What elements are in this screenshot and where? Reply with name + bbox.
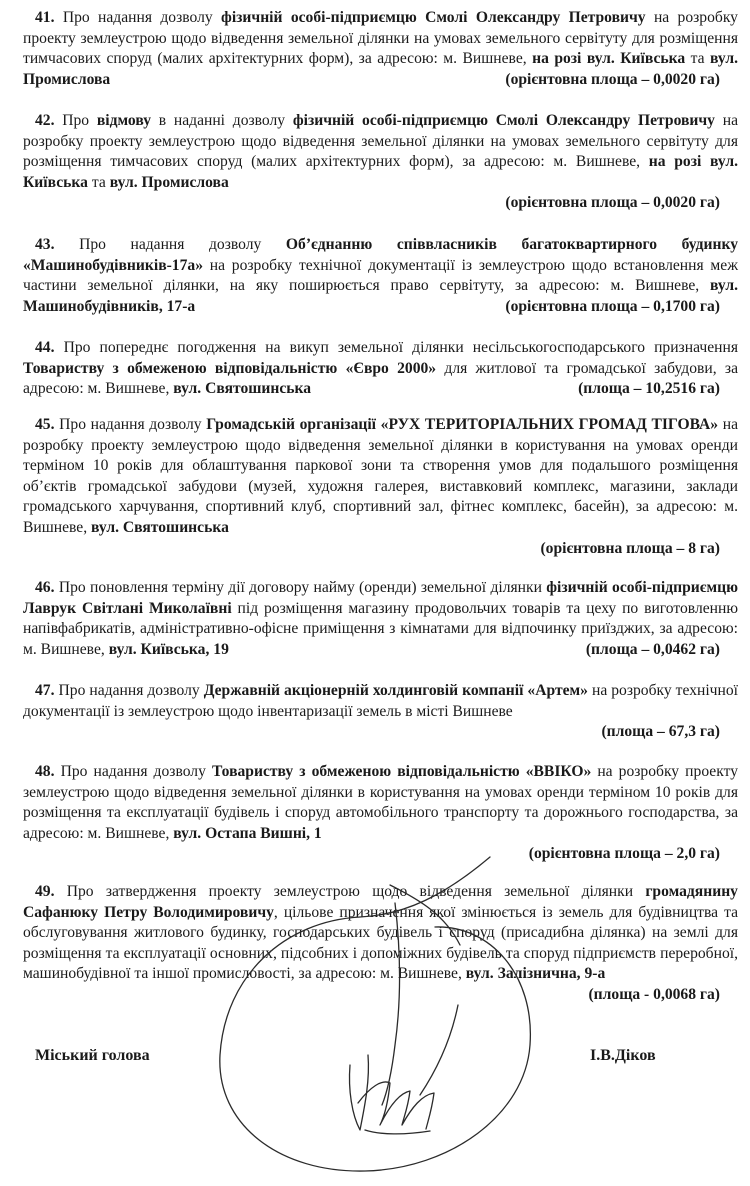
- address: вул. Київська, 19: [108, 640, 229, 658]
- handwritten-signature: [190, 855, 550, 1180]
- applicant-name: фізичній особі-підприємцю Лаврук Світлані Миколаївні: [23, 579, 738, 617]
- list-item: [23, 578, 738, 660]
- address: вул. Остапа Вишні, 1: [173, 824, 322, 842]
- item-text: під розміщення магазину продовольчих товарів та цеху по виготовленню напівфабрикатів, адміністративно-офісне приміщення з кімнатами для відпочинку приїзджих, за адресою: м. Вишневе,: [23, 599, 738, 658]
- item-text: Про затвердження проекту землеустрою щодо відведення земельної ділянки: [66, 883, 634, 900]
- applicant-name: фізичній особі-підприємцю Смолі Олександру Петровичу: [221, 9, 646, 26]
- item-text: Про: [62, 112, 90, 129]
- item-number: 46.: [35, 579, 55, 596]
- item-text: на розробку проекту землеустрою щодо відведення земельної ділянки на умовах земельного сервітуту для розміщення тимчасових споруд (малих архітектурних форм), за адресою: м. Вишневе,: [23, 112, 739, 171]
- item-text: на розробку проекту землеустрою щодо відведення земельної ділянки на умовах земельного сервітуту для розміщення тимчасових споруд (малих архітектурних форм), за адресою: м. Вишневе,: [23, 9, 738, 68]
- address: вул. Промислова: [109, 173, 229, 191]
- item-text: на розробку проекту землеустрою щодо відведення земельної ділянки в користування на умовах оренди терміном 10 років для облаштування паркової зони та створення умов для подальшого розміщення об’єктів громадської забудови (музей, художня галерея, виставковий комплекс, магазини, заклади громадського харчування, спортивний клуб, спортивний зал, фітнес комплекс, басейн), за адресою: м. Вишневе,: [23, 416, 738, 536]
- item-text: на розробку технічної документації із землеустрою щодо встановлення меж частини земельної ділянки, на яку поширюється право сервітуту, за адресою: м. Вишневе,: [23, 256, 738, 295]
- item-text: Про надання дозволу: [59, 416, 202, 433]
- address: вул. Промислова: [23, 50, 738, 88]
- address: на розі вул. Київська: [23, 153, 738, 191]
- signature-name: І.В.Діков: [590, 1047, 656, 1064]
- item-text: на розробку технічної документації із землеустрою щодо інвентаризації земель в місті Вишневе: [23, 682, 739, 720]
- area-value: (орієнтовна площа – 8 га): [540, 539, 720, 557]
- item-text: на розробку проекту землеустрою щодо відведення земельної ділянки в користування на умовах оренди терміном 10 років для розміщення та експлуатації будівель і споруд автомобільного транспорту та дорожнього господарства, за адресою: м. Вишневе,: [23, 763, 738, 842]
- item-text: , цільове призначення якої змінюється із земель для будівництва та обслуговування житлового будинку, господарських будівель і споруд (присадибна ділянка) на землі для розміщення та експлуатації основних, підсобних і допоміжних будівель та споруд підприємств переробної, машинобудівної та іншої промисловості, за адресою: м. Вишневе,: [23, 903, 738, 983]
- applicant-name: Об’єднанню співвласників багатоквартирного будинку «Машинобудівників-17а»: [23, 236, 739, 274]
- address: на розі вул. Київська: [532, 50, 686, 68]
- item-number: 47.: [35, 682, 55, 699]
- area-value: (орієнтовна площа – 0,0020 га): [505, 194, 720, 212]
- item-text: для житлової та громадської забудови, за адресою: м. Вишневе,: [23, 359, 738, 398]
- applicant-name: громадянину Сафанюку Петру Володимировичу: [23, 883, 738, 921]
- applicant-name: Державній акціонерній холдинговій компанії «Артем»: [203, 682, 588, 699]
- area-value: (площа – 10,2516 га): [578, 380, 720, 398]
- item-text: та: [690, 50, 705, 68]
- list-item: [23, 762, 738, 865]
- item-number: 42.: [35, 112, 55, 129]
- refusal-word: відмову: [96, 112, 152, 129]
- item-number: 45.: [35, 416, 55, 433]
- item-text: в наданні дозволу: [158, 112, 286, 129]
- address: вул. Святошинська: [173, 380, 312, 398]
- item-text: Про надання дозволу: [60, 763, 206, 780]
- area-value: (площа – 67,3 га): [601, 723, 720, 741]
- list-item: [23, 681, 738, 743]
- signature-position: Міський голова: [35, 1047, 150, 1064]
- applicant-name: Товариству з обмеженою відповідальністю «ВВІКО»: [211, 763, 592, 780]
- address: вул. Святошинська: [91, 518, 229, 536]
- list-item: [23, 338, 738, 400]
- item-text: Про надання дозволу: [79, 236, 262, 253]
- item-number: 44.: [35, 339, 55, 356]
- item-number: 43.: [35, 236, 55, 253]
- item-text: Про поновлення терміну дії договору найму (оренди) земельної ділянки: [58, 579, 542, 596]
- item-text: та: [91, 173, 106, 191]
- area-value: (орієнтовна площа – 2,0 га): [528, 845, 720, 863]
- item-text: Про надання дозволу: [62, 9, 213, 26]
- list-item: [23, 111, 738, 214]
- list-item: [23, 415, 738, 559]
- item-text: Про попереднє погодження на викуп земельної ділянки несільськогосподарського призначення: [63, 339, 738, 356]
- item-number: 48.: [35, 763, 55, 780]
- area-value: (площа - 0,0068 га): [588, 985, 720, 1003]
- list-item: [23, 235, 738, 317]
- address: вул. Машинобудівників, 17-а: [23, 277, 738, 315]
- item-number: 41.: [35, 9, 55, 26]
- area-value: (орієнтовна площа – 0,1700 га): [505, 297, 720, 315]
- address: вул. Залізнична, 9-а: [465, 965, 606, 983]
- list-item: [23, 8, 738, 90]
- item-number: 49.: [35, 883, 55, 900]
- area-value: (орієнтовна площа – 0,0020 га): [505, 70, 720, 88]
- item-text: Про надання дозволу: [58, 682, 200, 699]
- applicant-name: фізичній особі-підприємцю Смолі Олександру Петровичу: [292, 112, 715, 129]
- applicant-name: Громадській організації «РУХ ТЕРИТОРІАЛЬНИХ ГРОМАД ТІГОВА»: [206, 416, 719, 433]
- applicant-name: Товариству з обмеженою відповідальністю «Євро 2000»: [23, 359, 437, 377]
- area-value: (площа – 0,0462 га): [585, 640, 720, 658]
